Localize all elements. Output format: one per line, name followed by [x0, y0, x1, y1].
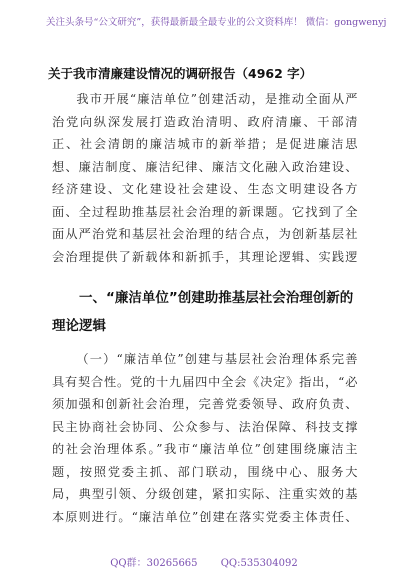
header-note: 关注头条号“公文研究”，获得最新最全最专业的公文资料库！ 微信：gongwenyj [46, 17, 387, 28]
section-heading-1: 一、“廉洁单位”创建助推基层社会治理创新的理论逻辑 [52, 290, 354, 334]
footer-qq-group: QQ群：30265665 [110, 558, 198, 569]
document-title: 关于我市清廉建设情况的调研报告（4962 字） [48, 66, 313, 81]
paragraph-section-1-1: （一）“廉洁单位”创建与基层社会治理体系完善具有契合性。党的十九届四中全会《决定》指出，“必须加强和创新社会治理，完善党委领导、政府负责、民主协商社会协同、公众参与、法治保障、科技支撑的社会治理体系。”我市“廉洁单位”创建围绕廉洁主题，按照党委主抓、部门联动，围绕中心、服务大局，典型引领、分级创建，紧扣实际、注重实效的基本原则进行。“廉洁单位”创建在落实党委主体责任、 [52, 352, 358, 524]
footer-qq: QQ:535304092 [220, 558, 298, 569]
paragraph-intro: 我市开展“廉洁单位”创建活动，是推动全面从严治党向纵深发展打造政治清明、政府清廉、干部清正、社会清朗的廉洁城市的新举措；是促进廉洁思想、廉洁制度、廉洁纪律、廉洁文化融入政治建设、经济建设、文化建设社会建设、生态文明建设各方面、全过程助推基层社会治理的新课题。它找到了全面从严治党和基层社会治理的结合点，为创新基层社会治理提供了新载体和新抓手，其理论逻辑、实践逻 [52, 92, 358, 264]
footer-contacts [0, 554, 408, 569]
